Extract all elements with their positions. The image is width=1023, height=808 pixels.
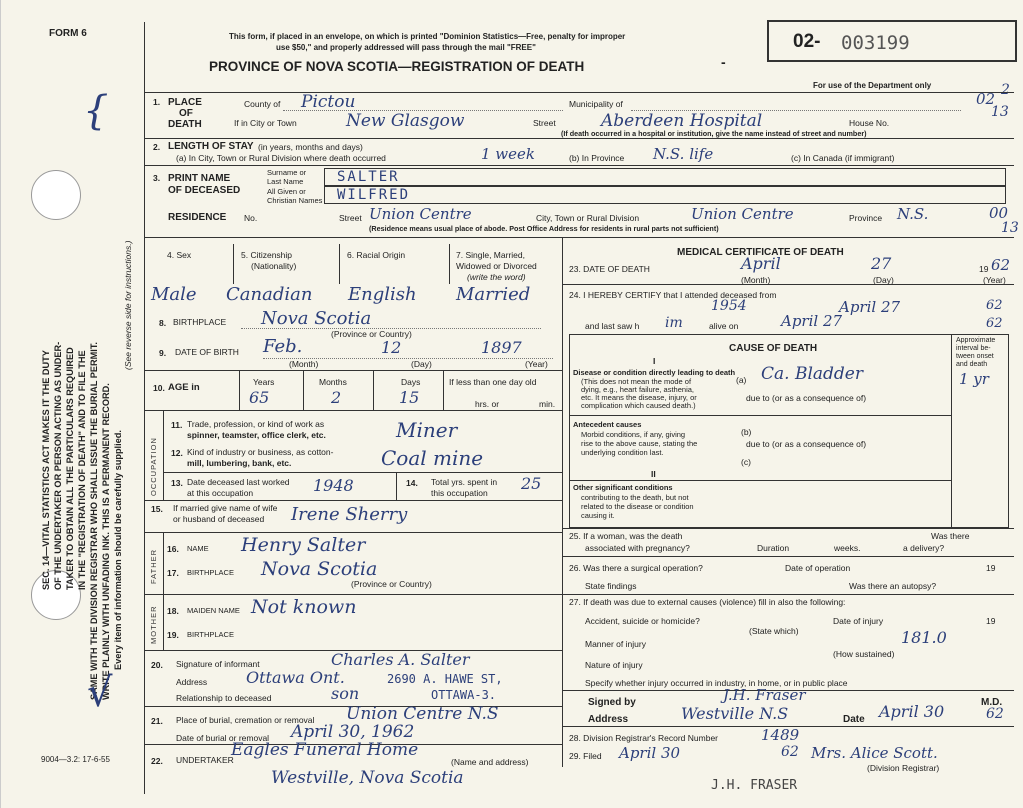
residence-province-value: N.S. <box>897 205 929 223</box>
alive-value: April 27 <box>781 312 843 330</box>
sig-date-value: April 30 <box>879 702 945 721</box>
dob-label: DATE OF BIRTH <box>175 347 239 357</box>
mother-side-line <box>163 594 164 650</box>
lastworked-label-2: at this occupation <box>187 488 254 498</box>
item-number-2: 2. <box>153 142 161 152</box>
q27-nature: Nature of injury <box>585 660 643 670</box>
side-instruction-5: SAME WITH THE DIVISION REGISTRAR WHO SHALL ISSUE THE BURIAL PERMIT. <box>89 342 99 700</box>
q27-code: 181.0 <box>901 628 947 647</box>
interval-label-1: Approximate <box>956 337 996 344</box>
roman-1: I <box>653 356 656 366</box>
stay-note: (in years, months and days) <box>258 142 363 152</box>
mother-maiden-value: Not known <box>251 596 357 618</box>
totalyrs-value: 25 <box>521 474 542 493</box>
q29-label: 29. Filed <box>569 751 602 761</box>
item-number-10: 10. <box>153 383 165 393</box>
q25-duration: Duration <box>757 543 790 553</box>
cause-a-value: Ca. Bladder <box>761 364 863 384</box>
father-side-line <box>163 532 164 594</box>
city-value: New Glasgow <box>346 111 465 131</box>
q27-injury-year: 19 <box>986 616 996 626</box>
stay-c-label: (c) In Canada (if immigrant) <box>791 153 895 163</box>
alive-label: alive on <box>709 321 739 331</box>
q26-state: State findings <box>585 581 637 591</box>
residence-province-label: Province <box>849 213 883 223</box>
mother-maiden-label: MAIDEN NAME <box>187 606 240 615</box>
q25-label-2: associated with pregnancy? <box>585 543 690 553</box>
med-divider-4 <box>562 594 1014 595</box>
q27-accident: Accident, suicide or homicide? <box>585 616 700 626</box>
father-bp-note: (Province or Country) <box>351 579 432 589</box>
disease-label-3: dying, e.g., heart failure, asthenia, <box>581 385 694 394</box>
dept-code-1: 02 <box>976 90 996 108</box>
dob-day-label: (Day) <box>411 359 432 369</box>
cause-a-marker: (a) <box>736 375 747 385</box>
print-name-label-2: OF DECEASED <box>168 185 241 196</box>
informant-value: Charles A. Salter <box>331 650 470 669</box>
age-div-2 <box>303 370 304 410</box>
roman-2: II <box>651 469 656 479</box>
q29-year: 62 <box>781 744 799 760</box>
row-divider-9 <box>144 594 562 595</box>
col-div-3 <box>449 244 450 284</box>
place-label-3: DEATH <box>168 119 202 130</box>
antecedent-label-2: Morbid conditions, if any, giving <box>581 430 686 439</box>
undertaker-note: (Name and address) <box>451 757 529 767</box>
interval-label-2: interval be- <box>956 345 991 352</box>
sex-value: Male <box>151 284 197 305</box>
residence-city-label: City, Town or Rural Division <box>536 213 640 223</box>
cause-a-interval: 1 yr <box>959 370 989 388</box>
med-divider-2 <box>562 528 1014 529</box>
mail-notice-1: This form, if placed in an envelope, on which is printed "Dominion Statistics—Free, penalty for improper <box>229 32 626 41</box>
item-number-20: 20. <box>151 660 163 670</box>
age-months: 2 <box>331 388 342 407</box>
informant-label: Signature of informant <box>176 659 260 669</box>
residence-street-label: Street <box>339 213 362 223</box>
item-number-8: 8. <box>159 318 167 328</box>
col-div-1 <box>233 244 234 284</box>
dob-month-label: (Month) <box>289 359 319 369</box>
other-label-4: causing it. <box>581 511 615 520</box>
med-divider-3 <box>562 556 1014 557</box>
relation-label: Relationship to deceased <box>176 693 272 703</box>
industry-value: Coal mine <box>381 446 484 470</box>
item-number-13: 13. <box>171 478 183 488</box>
residence-label: RESIDENCE <box>168 212 227 223</box>
item-number-15: 15. <box>151 504 163 514</box>
citizen-value: Canadian <box>226 284 313 305</box>
dod-day-label: (Day) <box>873 275 894 285</box>
row-divider-5 <box>144 370 562 371</box>
trade-value: Miner <box>396 418 458 442</box>
alive-year: 62 <box>986 316 1003 331</box>
signed-label: Signed by <box>588 697 636 708</box>
years-label: Years <box>253 377 275 387</box>
side-instruction-1: SEC. 14—VITAL STATISTICS ACT MAKES IT THE DUTY <box>41 350 51 590</box>
certify-to: April 27 <box>839 298 901 316</box>
item-number-3: 3. <box>153 173 161 183</box>
age-label: AGE in <box>168 382 200 393</box>
single-value: Married <box>456 284 531 305</box>
mother-bp-label: BIRTHPLACE <box>187 630 234 639</box>
med-divider-1 <box>562 284 1014 285</box>
lastsaw-label: and last saw h <box>585 321 640 331</box>
street-label: Street <box>533 118 556 128</box>
stay-b-label: (b) In Province <box>569 153 625 163</box>
sig-address-value: Westville N.S <box>681 704 789 723</box>
lastworked-label-1: Date deceased last worked <box>187 477 290 487</box>
side-instruction-6: WRITE PLAINLY WITH UNFADING INK. THIS IS A PERMANENT RECORD. <box>101 383 111 700</box>
undertaker-label: UNDERTAKER <box>176 755 234 765</box>
birthplace-label: BIRTHPLACE <box>173 317 227 327</box>
q27-specify: Specify whether injury occurred in industry, in home, or in public place <box>585 678 848 688</box>
item-number-17: 17. <box>167 568 179 578</box>
q26-date: Date of operation <box>785 563 851 573</box>
father-name-value: Henry Salter <box>241 534 366 556</box>
q27-label: 27. If death was due to external causes (violence) fill in also the following: <box>569 597 846 607</box>
cause-interval-divider <box>951 334 952 528</box>
dept-code-1b: 2 <box>1001 82 1010 98</box>
q29-value: April 30 <box>619 744 681 762</box>
burial-date-label: Date of burial or removal <box>176 733 270 743</box>
totalyrs-label-2: this occupation <box>431 488 488 498</box>
other-label-3: related to the disease or condition <box>581 502 694 511</box>
dod-month-label: (Month) <box>741 275 771 285</box>
wife-label-2: or husband of deceased <box>173 514 265 524</box>
hospital-note: (If death occurred in a hospital or institution, give the name instead of street and number) <box>561 129 867 138</box>
antecedent-label-3: rise to the above cause, stating the <box>581 439 698 448</box>
side-instruction-4: IN THE "REGISTRATION OF DEATH" AND TO FILE THE <box>77 350 87 590</box>
dob-year: 1897 <box>481 338 522 357</box>
given-label-2: Christian Names <box>267 196 323 205</box>
cause-c-marker: (c) <box>741 457 751 467</box>
item-number-11: 11. <box>171 420 183 430</box>
residence-city-value: Union Centre <box>691 205 794 223</box>
disease-label-2: (This does not mean the mode of <box>581 377 692 386</box>
medical-heading: MEDICAL CERTIFICATE OF DEATH <box>677 247 844 258</box>
citizen-note: (Nationality) <box>251 261 297 271</box>
age-div-4 <box>443 370 444 410</box>
undertaker-value: Eagles Funeral Home <box>231 740 419 760</box>
racial-value: English <box>348 284 417 305</box>
disease-label-4: etc. It means the disease, injury, or <box>581 393 697 402</box>
stay-a-value: 1 week <box>481 145 535 163</box>
punch-hole-top <box>31 170 81 220</box>
item-number-9: 9. <box>159 348 167 358</box>
given-value: WILFRED <box>337 187 411 203</box>
father-bp-label: BIRTHPLACE <box>187 568 234 577</box>
residence-street-value: Union Centre <box>369 205 472 223</box>
burial-date-value: April 30, 1962 <box>291 722 415 742</box>
trade-label-1: Trade, profession, or kind of work as <box>187 419 325 429</box>
q29-registrar-label: (Division Registrar) <box>867 763 940 773</box>
certify-label: 24. I HEREBY CERTIFY that I attended deceased from <box>569 290 777 300</box>
interval-label-4: and death <box>956 361 988 368</box>
dod-label: 23. DATE OF DEATH <box>569 264 650 274</box>
dod-year-prefix: 19 <box>979 264 989 274</box>
form-title: PROVINCE OF NOVA SCOTIA—REGISTRATION OF DEATH <box>209 59 585 74</box>
due-to-1: due to (or as a consequence of) <box>746 393 867 403</box>
days-label: Days <box>401 377 421 387</box>
item-number-21: 21. <box>151 716 163 726</box>
registration-number: 003199 <box>841 32 910 54</box>
sig-date-label: Date <box>843 714 865 725</box>
due-to-2: due to (or as a consequence of) <box>746 439 867 449</box>
age-years: 65 <box>249 388 270 407</box>
dod-year-label: (Year) <box>983 275 1006 285</box>
industry-label-1: Kind of industry or business, as cotton- <box>187 447 334 457</box>
item-number-1: 1. <box>153 97 161 107</box>
q27-injury-date: Date of injury <box>833 616 884 626</box>
side-instruction-3: TAKER TO OBTAIN ALL THE PARTICULARS REQUIRED <box>65 347 75 590</box>
disease-label-1: Disease or condition directly leading to death <box>573 368 736 377</box>
stay-b-value: N.S. life <box>653 145 714 163</box>
cause-heading: CAUSE OF DEATH <box>729 343 818 354</box>
antecedent-label-4: underlying condition last. <box>581 448 664 457</box>
q26-autopsy: Was there an autopsy? <box>849 581 937 591</box>
dob-month: Feb. <box>263 336 303 357</box>
row-divider-4 <box>144 237 1014 238</box>
dept-code-4: 13 <box>1001 220 1019 236</box>
racial-label: 6. Racial Origin <box>347 250 406 260</box>
surname-value: SALTER <box>337 169 400 185</box>
sig-address-label: Address <box>588 714 629 725</box>
cause-b-marker: (b) <box>741 427 752 437</box>
place-label-2: OF <box>179 108 193 119</box>
row-divider-2 <box>144 138 1014 139</box>
stay-label: LENGTH OF STAY <box>168 141 254 152</box>
certify-year: 62 <box>986 298 1003 313</box>
q27-state: (State which) <box>749 626 799 636</box>
single-label-1: 7. Single, Married, <box>456 250 525 260</box>
q28-value: 1489 <box>761 726 800 744</box>
occupation-side-line <box>163 410 164 500</box>
q27-manner: Manner of injury <box>585 639 646 649</box>
lessday-label: If less than one day old <box>449 377 537 387</box>
disease-label-5: complication which caused death.) <box>581 401 696 410</box>
form-number: FORM 6 <box>49 28 87 39</box>
signed-value: J.H. Fraser <box>723 686 806 704</box>
months-label: Months <box>319 377 347 387</box>
margin-mark-2: √ <box>87 670 113 716</box>
municipality-label: Municipality of <box>569 99 623 109</box>
item-number-16: 16. <box>167 544 179 554</box>
item-number-14: 14. <box>406 478 418 488</box>
row-divider-6 <box>144 410 562 411</box>
min-label: min. <box>539 399 556 409</box>
side-instruction-7: Every item of information should be carefully supplied. <box>113 430 123 670</box>
given-label-1: All Given or <box>267 187 306 196</box>
other-label-1: Other significant conditions <box>573 483 673 492</box>
margin-mark-1: { <box>83 88 109 134</box>
row-divider-top <box>144 92 1014 93</box>
father-name-label: NAME <box>187 544 209 553</box>
residence-no-label: No. <box>244 213 258 223</box>
q25-delivery-1: Was there <box>931 531 970 541</box>
father-section-label: FATHER <box>149 548 158 584</box>
address-label: Address <box>176 677 208 687</box>
cause-divider-1 <box>569 415 951 416</box>
print-name-label-1: PRINT NAME <box>168 173 231 184</box>
burial-label: Place of burial, cremation or removal <box>176 715 315 725</box>
q29-registrar: Mrs. Alice Scott. <box>811 744 938 762</box>
dept-code-3: 00 <box>989 204 1009 222</box>
dod-month: April <box>741 254 781 273</box>
dod-day: 27 <box>871 254 892 273</box>
single-label-2: Widowed or Divorced <box>456 261 537 271</box>
title-dash: - <box>721 54 726 70</box>
certify-from: 1954 <box>711 298 747 314</box>
q28-label: 28. Division Registrar's Record Number <box>569 733 719 743</box>
dob-day: 12 <box>381 338 402 357</box>
q27-how: (How sustained) <box>833 649 895 659</box>
father-bp-value: Nova Scotia <box>261 558 378 580</box>
residence-note: (Residence means usual place of abode. Post Office Address for residents in rural parts not sufficient) <box>369 224 719 233</box>
street-value: Aberdeen Hospital <box>601 111 763 131</box>
address-stamp-2: OTTAWA-3. <box>431 688 497 702</box>
row-divider-occ <box>163 472 562 473</box>
mother-section-label: MOTHER <box>149 605 158 644</box>
item-number-12: 12. <box>171 448 183 458</box>
footer-code: 9004—3.2: 17-6-55 <box>41 755 110 764</box>
citizen-label: 5. Citizenship <box>241 250 293 260</box>
lastsaw-value: im <box>665 315 683 331</box>
row-divider-7 <box>144 500 562 501</box>
medical-divider <box>562 237 563 767</box>
totalyrs-label-1: Total yrs. spent in <box>431 477 498 487</box>
age-div-3 <box>373 370 374 410</box>
relation-value: son <box>331 684 360 703</box>
house-label: House No. <box>849 118 890 128</box>
trade-label-2: spinner, teamster, office clerk, etc. <box>187 430 326 440</box>
city-label: If in City or Town <box>234 118 297 128</box>
sig-year: 62 <box>986 706 1004 722</box>
age-div-1 <box>239 370 240 410</box>
age-days: 15 <box>399 388 420 407</box>
undertaker-addr-value: Westville, Nova Scotia <box>271 768 464 788</box>
q25-delivery-2: a delivery? <box>903 543 945 553</box>
surname-label-1: Surname or <box>267 168 307 177</box>
q26-label: 26. Was there a surgical operation? <box>569 563 703 573</box>
bottom-stamp: J.H. FRASER <box>711 778 798 793</box>
address-value: Ottawa Ont. <box>246 668 345 687</box>
side-instruction-2: OF THE UNDERTAKER OR PERSON ACTING AS UNDER- <box>53 341 63 590</box>
wife-label-1: If married give name of wife <box>173 503 278 513</box>
item-number-19: 19. <box>167 630 179 640</box>
side-instruction-8: (See reverse side for instructions.) <box>123 240 133 370</box>
interval-label-3: tween onset <box>956 353 994 360</box>
single-label-3: (write the word) <box>467 272 526 282</box>
dod-year: 62 <box>991 256 1011 274</box>
antecedent-label-1: Antecedent causes <box>573 420 642 429</box>
surname-label-2: Last Name <box>267 177 304 186</box>
given-box <box>324 186 1006 204</box>
cause-divider-2 <box>569 480 951 481</box>
occ-div <box>396 472 397 500</box>
row-divider-8 <box>144 532 562 533</box>
mail-notice-2: use $50," and properly addressed will pass through the mail "FREE" <box>276 43 536 52</box>
q25-label-1: 25. If a woman, was the death <box>569 531 683 541</box>
stay-a-label: (a) In City, Town or Rural Division where death occurred <box>176 153 386 163</box>
col-div-2 <box>339 244 340 284</box>
md-label: M.D. <box>981 697 1003 708</box>
row-divider-3 <box>144 165 1014 166</box>
industry-label-2: mill, lumbering, bank, etc. <box>187 458 292 468</box>
burial-value: Union Centre N.S <box>346 704 499 724</box>
county-value: Pictou <box>301 92 356 112</box>
q26-year: 19 <box>986 563 996 573</box>
place-label-1: PLACE <box>168 97 202 108</box>
q25-weeks: weeks. <box>834 543 861 553</box>
county-label: County of <box>244 99 281 109</box>
birthplace-note: (Province or Country) <box>331 329 412 339</box>
occupation-section-label: OCCUPATION <box>149 437 158 496</box>
surname-box <box>324 168 1006 186</box>
lastworked-value: 1948 <box>313 476 354 495</box>
item-number-22: 22. <box>151 756 163 766</box>
dept-code-2: 13 <box>991 104 1009 120</box>
birthplace-value: Nova Scotia <box>261 308 372 329</box>
registration-prefix: 02- <box>793 31 821 52</box>
wife-value: Irene Sherry <box>291 504 408 525</box>
department-use: For use of the Department only <box>813 81 932 90</box>
sex-label: 4. Sex <box>167 250 192 260</box>
hrs-label: hrs. or <box>475 399 500 409</box>
address-stamp-1: 2690 A. HAWE ST, <box>387 672 503 686</box>
other-label-2: contributing to the death, but not <box>581 493 689 502</box>
dob-year-label: (Year) <box>525 359 548 369</box>
item-number-18: 18. <box>167 606 179 616</box>
